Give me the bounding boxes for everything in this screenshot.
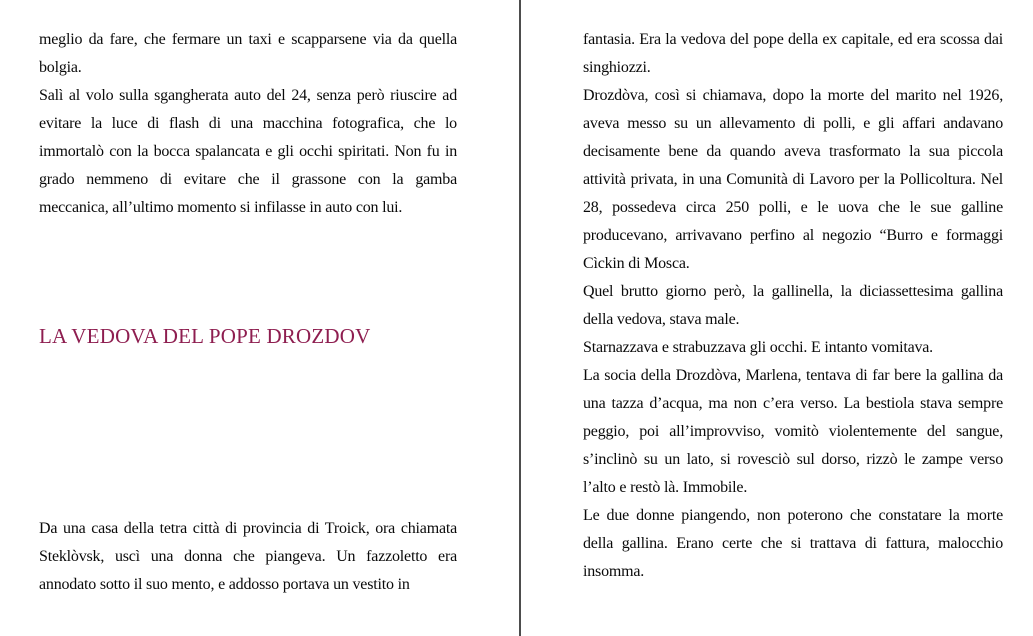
paragraph: Le due donne piangendo, non poterono che constatare la morte della gallina. Erano certe che si trattava di fattura, malocchio insomma.: [583, 507, 1003, 580]
left-page-text-block-bottom: [39, 515, 457, 599]
chapter-heading: LA VEDOVA DEL POPE DROZDOV: [39, 324, 371, 348]
paragraph: Da una casa della tetra città di provincia di Troick, ora chiamata Steklòvsk, uscì una donna che piangeva. Un fazzoletto era annodato sotto il suo mento, e addosso portava un vestito in: [39, 520, 457, 593]
paragraph: Salì al volo sulla sgangherata auto del 24, senza però riuscire ad evitare la luce di flash di una macchina fotografica, che lo immortalò con la bocca spalancata e gli occhi spiritati. Non fu in grado nemmeno di evitare che il grassone con la gamba meccanica, all’ultimo momento si infilasse in auto con lui.: [39, 87, 457, 216]
left-page[interactable]: [39, 0, 457, 636]
left-page-text-block-top: [39, 26, 457, 222]
paragraph: La socia della Drozdòva, Marlena, tentava di far bere la gallina da una tazza d’acqua, ma non c’era verso. La bestiola stava sempre peggio, poi all’improvviso, vomitò violentemente del sangue, s’inclinò su un lato, si rovesciò sul dorso, rizzò le zampe verso l’alto e restò là. Immobile.: [583, 367, 1003, 496]
paragraph: Quel brutto giorno però, la gallinella, la diciassettesima gallina della vedova, stava male.: [583, 283, 1003, 328]
right-page[interactable]: [583, 0, 1003, 636]
paragraph: Drozdòva, così si chiamava, dopo la morte del marito nel 1926, aveva messo su un allevamento di polli, e gli affari andavano decisamente bene da quando aveva trasformato la sua piccola attività privata, in una Comunità di Lavoro per la Pollicoltura. Nel 28, possedeva circa 250 polli, e le uova che le sue galline producevano, arrivavano perfino al negozio “Burro e formaggi Cìckin di Mosca.: [583, 87, 1003, 272]
page-divider: [519, 0, 521, 636]
paragraph: fantasia. Era la vedova del pope della ex capitale, ed era scossa dai singhiozzi.: [583, 31, 1003, 76]
right-page-text-block: [583, 26, 1003, 586]
paragraph: meglio da fare, che fermare un taxi e scapparsene via da quella bolgia.: [39, 31, 457, 76]
paragraph: Starnazzava e strabuzzava gli occhi. E intanto vomitava.: [583, 339, 933, 356]
